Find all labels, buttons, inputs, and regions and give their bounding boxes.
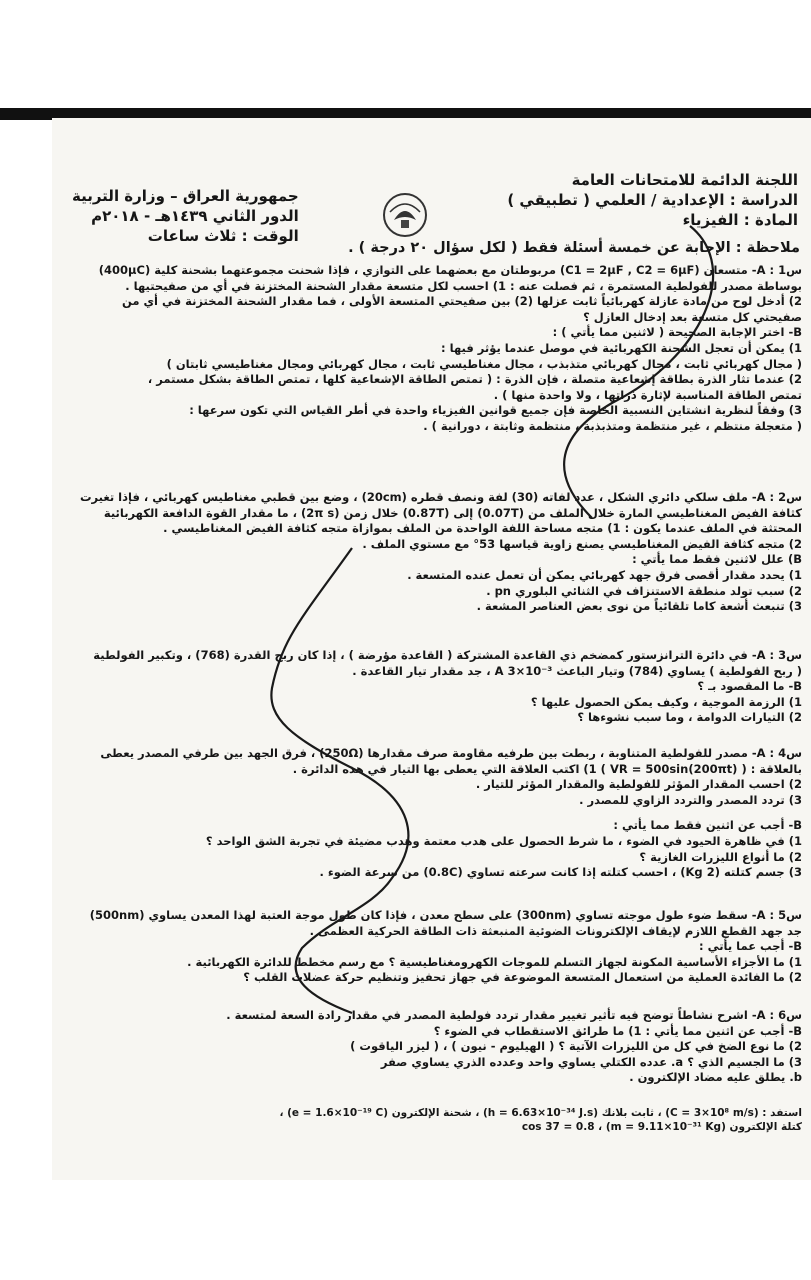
question-line: 2) أدخل لوح من مادة عازلة كهربائياً ثابت عزلها (2) بين صفيحتي المتسعة الأولى ، فما مقدار الشحنة المختزنة في أي من [121,294,802,309]
question-line: س5 : A- سقط ضوء طول موجته تساوي (300nm) على سطح معدن ، فإذا كان طول موجة العتبة لهذا المعدن يساوي (500nm) [89,908,802,922]
question-line: س3 : A- في دائرة الترانزستور كمضخم ذي القاعدة المشتركة ( القاعدة مؤرضة ) ، إذا كان ربح القدرة (768) ، وتكبير الفولطية [93,648,802,662]
header-line: المادة : الفيزياء [682,211,798,229]
question-line: بالعلاقة : ( VR = 500sin(200πt) ) 1) اكتب العلاقة التي يعطى بها التيار في هذه الدائرة . [292,761,802,776]
exam-note: ملاحظة : الإجابة عن خمسة أسئلة فقط ( لكل سؤال ٢٠ درجة ) . [348,240,800,256]
question-line: 3) وفقاً لنظرية انشتاين النسبية الخاصة فإن جميع قوانين الفيزياء واحدة في أطر القياس التي تكون سرعها : [189,403,802,418]
question-line: 3) ما الجسيم الذي ؟ a. عدده الكتلي يساوي واحد وعدده الذري يساوي صفر [380,1054,802,1069]
question-line: بوساطة مصدر للفولطية المستمرة ، ثم فصلت عنه : 1) احسب لكل متسعة مقدار الشحنة المختزنة في أي من صفيحتيها . [125,278,802,293]
question-line: 2) عندما تثار الذرة بطاقة إشعاعية متصلة ، فإن الذرة : ( تمتص الطاقة الإشعاعية كلها ، تمتص الطاقة بشكل مستمر ، [147,372,802,387]
question-line: B- أجب عما يأتي : [698,939,802,954]
question-line: ( مجال كهربائي ثابت ، مجال كهربائي متذبذب ، مجال مغناطيسي ثابت ، مجال كهربائي ومجال مغناطيسي ثابتان ) [166,356,802,371]
exam-paper [52,118,811,1180]
question-line: س6 : A- اشرح نشاطاً توضح فيه تأثير تغيير مقدار تردد فولطية المصدر في مقدار رادة السعة لمتسعة . [226,1008,802,1022]
question-line: 2) احسب المقدار المؤثر للفولطية والمقدار المؤثر للتيار . [475,777,802,792]
question-line: المحتثة في الملف عندما يكون : 1) متجه مساحة اللفة الواحدة من الملف بموازاة متجه كثافة الفيض المغناطيسي . [163,521,802,536]
question-line: 1) في ظاهرة الحيود في الضوء ، ما شرط الحصول على هدب معتمة وهدب مضيئة في تجربة الشق الواحد ؟ [205,833,802,848]
question-line: تمتص الطاقة المناسبة لإثارة ذراتها ، ولا واحدة منها ) . [493,387,802,402]
header-line: اللجنة الدائمة للامتحانات العامة [571,171,798,189]
question-line: 2) متجه كثافة الفيض المغناطيسي يصنع زاوية قياسها 53° مع مستوي الملف . [362,536,802,551]
question-line: جد جهد القطع اللازم لإيقاف الإلكترونات الضوئية المنبعثة ذات الطاقة الحركية العظمى . [309,923,802,938]
question-line: B- أجب عن اثنين فقط مما يأتي : [613,818,802,833]
question-line: ( ربح الفولطية ) يساوي (784) وتيار الباعث A 3×10⁻³ ، جد مقدار تيار القاعدة . [352,663,802,678]
question-line: 2) التيارات الدوامة ، وما سبب نشوءها ؟ [577,710,802,725]
question-line: 2) سبب تولد منطقة الاستنزاف في الثنائي البلوري pn . [486,583,802,598]
question-line: 3) تردد المصدر والتردد الزاوي للمصدر . [579,792,802,807]
header-line: الدراسة : الإعدادية / العلمي ( تطبيقي ) [507,191,798,209]
question-line: 2) ما الفائدة العملية من استعمال المتسعة الموضوعة في جهاز تحفيز وتنظيم حركة عضلات القلب ؟ [243,970,802,985]
constants-line: كتلة الإلكترون (m = 9.11×10⁻³¹ Kg) ، cos 37 = 0.8 [521,1121,802,1133]
constants-line: استفد : (C = 3×10⁸ m/s) ، ثابت بلانك (h = 6.63×10⁻³⁴ J.s) ، شحنة الإلكترون (e = 1.6×10⁻¹⁹ C) ، [279,1107,802,1119]
question-line: B- أجب عن اثنين مما يأتي : 1) ما طرائق الاستقطاب في الضوء ؟ [433,1023,802,1038]
question-line: B) علل لاثنين فقط مما يأتي : [632,552,802,567]
header-line: الدور الثاني ١٤٣٩هـ - ٢٠١٨م [91,207,299,225]
question-line: 1) الرزمة الموجية ، وكيف يمكن الحصول عليها ؟ [530,694,802,709]
question-line: 1) يمكن أن تعجل الشحنة الكهربائية في موصل عندما يؤثر فيها : [441,340,802,355]
question-line: B- اختر الإجابة الصحيحة ( لاثنين مما يأتي ) : [552,325,802,340]
question-line: 2) ما أنواع الليزرات الغازية ؟ [639,849,802,864]
question-line: 1) يحدد مقدار أقصى فرق جهد كهربائي يمكن أن تعمل عنده المتسعة . [407,567,802,582]
header-line: الوقت : ثلاث ساعات [147,227,299,245]
pen-scribble-marks [52,118,811,1180]
header-line: جمهورية العراق – وزارة التربية [72,187,299,205]
question-line: b. يطلق عليه مضاد الإلكترون . [629,1070,802,1085]
question-line: س1 : A- متسعان (C1 = 2μF , C2 = 6μF) مربوطتان مع بعضهما على التوازي ، فإذا شحنت مجموعتهما بشحنة كلية (400μC) [98,263,802,277]
question-line: صفيحتي كل متسعة بعد إدخال العازل ؟ [583,309,802,324]
question-line: 3) جسم كتلته (2 Kg) ، احسب كتلته إذا كانت سرعته تساوي (0.8C) من سرعة الضوء . [319,865,802,880]
question-line: 3) تنبعث أشعة كاما تلقائياً من نوى بعض العناصر المشعة . [476,599,802,614]
question-line: كثافة الفيض المغناطيسي المارة خلال الملف من (0.07T) إلى (0.87T) خلال زمن (2π s) ، ما مقدار القوة الدافعة الكهربائية [103,505,802,520]
question-line: ( متعجلة منتظم ، غير منتظمة ومتذبذبة ، منتظمة وثابتة ، دورانية ) . [423,418,802,433]
question-line: 1) ما الأجزاء الأساسية المكونة لجهاز التسلم للموجات الكهرومغناطيسية ؟ مع رسم مخطط للدائرة الكهربائية . [187,954,802,969]
question-line: 2) ما نوع الضخ في كل من الليزرات الآتية ؟ ( الهيليوم - نيون ) ، ( ليزر الياقوت ) [350,1039,802,1054]
question-line: س2 : A- ملف سلكي دائري الشكل ، عدد لفاته (30) لفة ونصف قطره (20cm) ، وضع بين قطبي مغناطيس كهربائي ، فإذا تغيرت [79,490,802,504]
question-line: B- ما المقصود بـ ؟ [697,679,802,694]
question-line: س4 : A- مصدر للفولطية المتناوبة ، ربطت بين طرفيه مقاومة صرف مقدارها (250Ω) ، فرق الجهد بين طرفي المصدر يعطى [100,746,802,760]
